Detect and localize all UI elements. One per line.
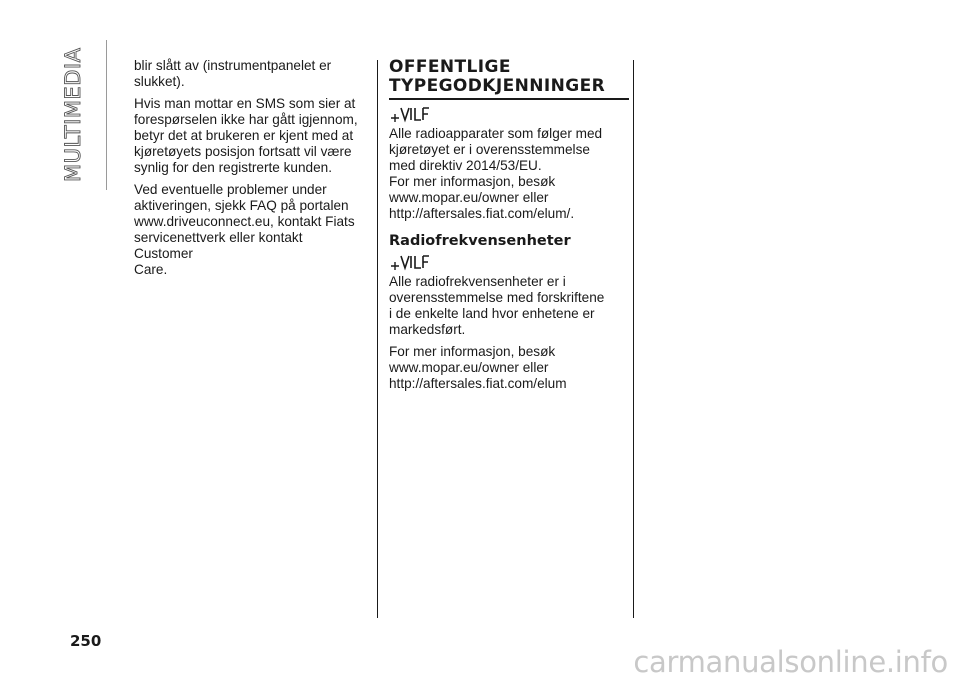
subheading: Radiofrekvensenheter	[389, 233, 571, 249]
section-label: MULTIMEDIA	[61, 47, 85, 182]
paragraph: For mer informasjon, besøk www.mopar.eu/owner eller http://aftersales.fiat.com/elum	[389, 344, 567, 391]
radio-approval-icon	[389, 104, 433, 124]
paragraph: Hvis man mottar en SMS som sier at forespørselen ikke har gått igjennom, betyr det at brukeren er kjent med at kjøretøyets posisjon fortsatt vil være synlig for den registrerte kunden.	[134, 96, 358, 175]
radio-approval-icon	[389, 252, 433, 272]
heading-underline	[389, 98, 629, 100]
paragraph: Ved eventuelle problemer under aktiveringen, sjekk FAQ på portalen www.driveuconnect.eu, kontakt Fiats servicenettverk eller kontakt Customer Care.	[134, 182, 355, 277]
column-2	[389, 58, 625, 398]
paragraph: blir slått av (instrumentpanelet er slukket).	[134, 58, 332, 89]
watermark: carmanualsonline.info	[633, 645, 948, 679]
column-1	[134, 58, 360, 284]
section-heading: OFFENTLIGE TYPEGODKJENNINGER	[389, 57, 606, 96]
section-divider	[106, 40, 107, 190]
paragraph: Alle radiofrekvensenheter er i overensstemmelse med forskriftene i de enkelte land hvor enhetene er markedsført.	[389, 274, 605, 337]
column-divider-left	[377, 60, 378, 618]
page-number: 250	[70, 632, 102, 650]
column-divider-right	[633, 60, 634, 618]
paragraph: Alle radioapparater som følger med kjøretøyet er i overensstemmelse med direktiv 2014/53/EU. For mer informasjon, besøk www.mopar.eu/owner eller http://aftersales.fiat.com/elum/.	[389, 126, 603, 221]
